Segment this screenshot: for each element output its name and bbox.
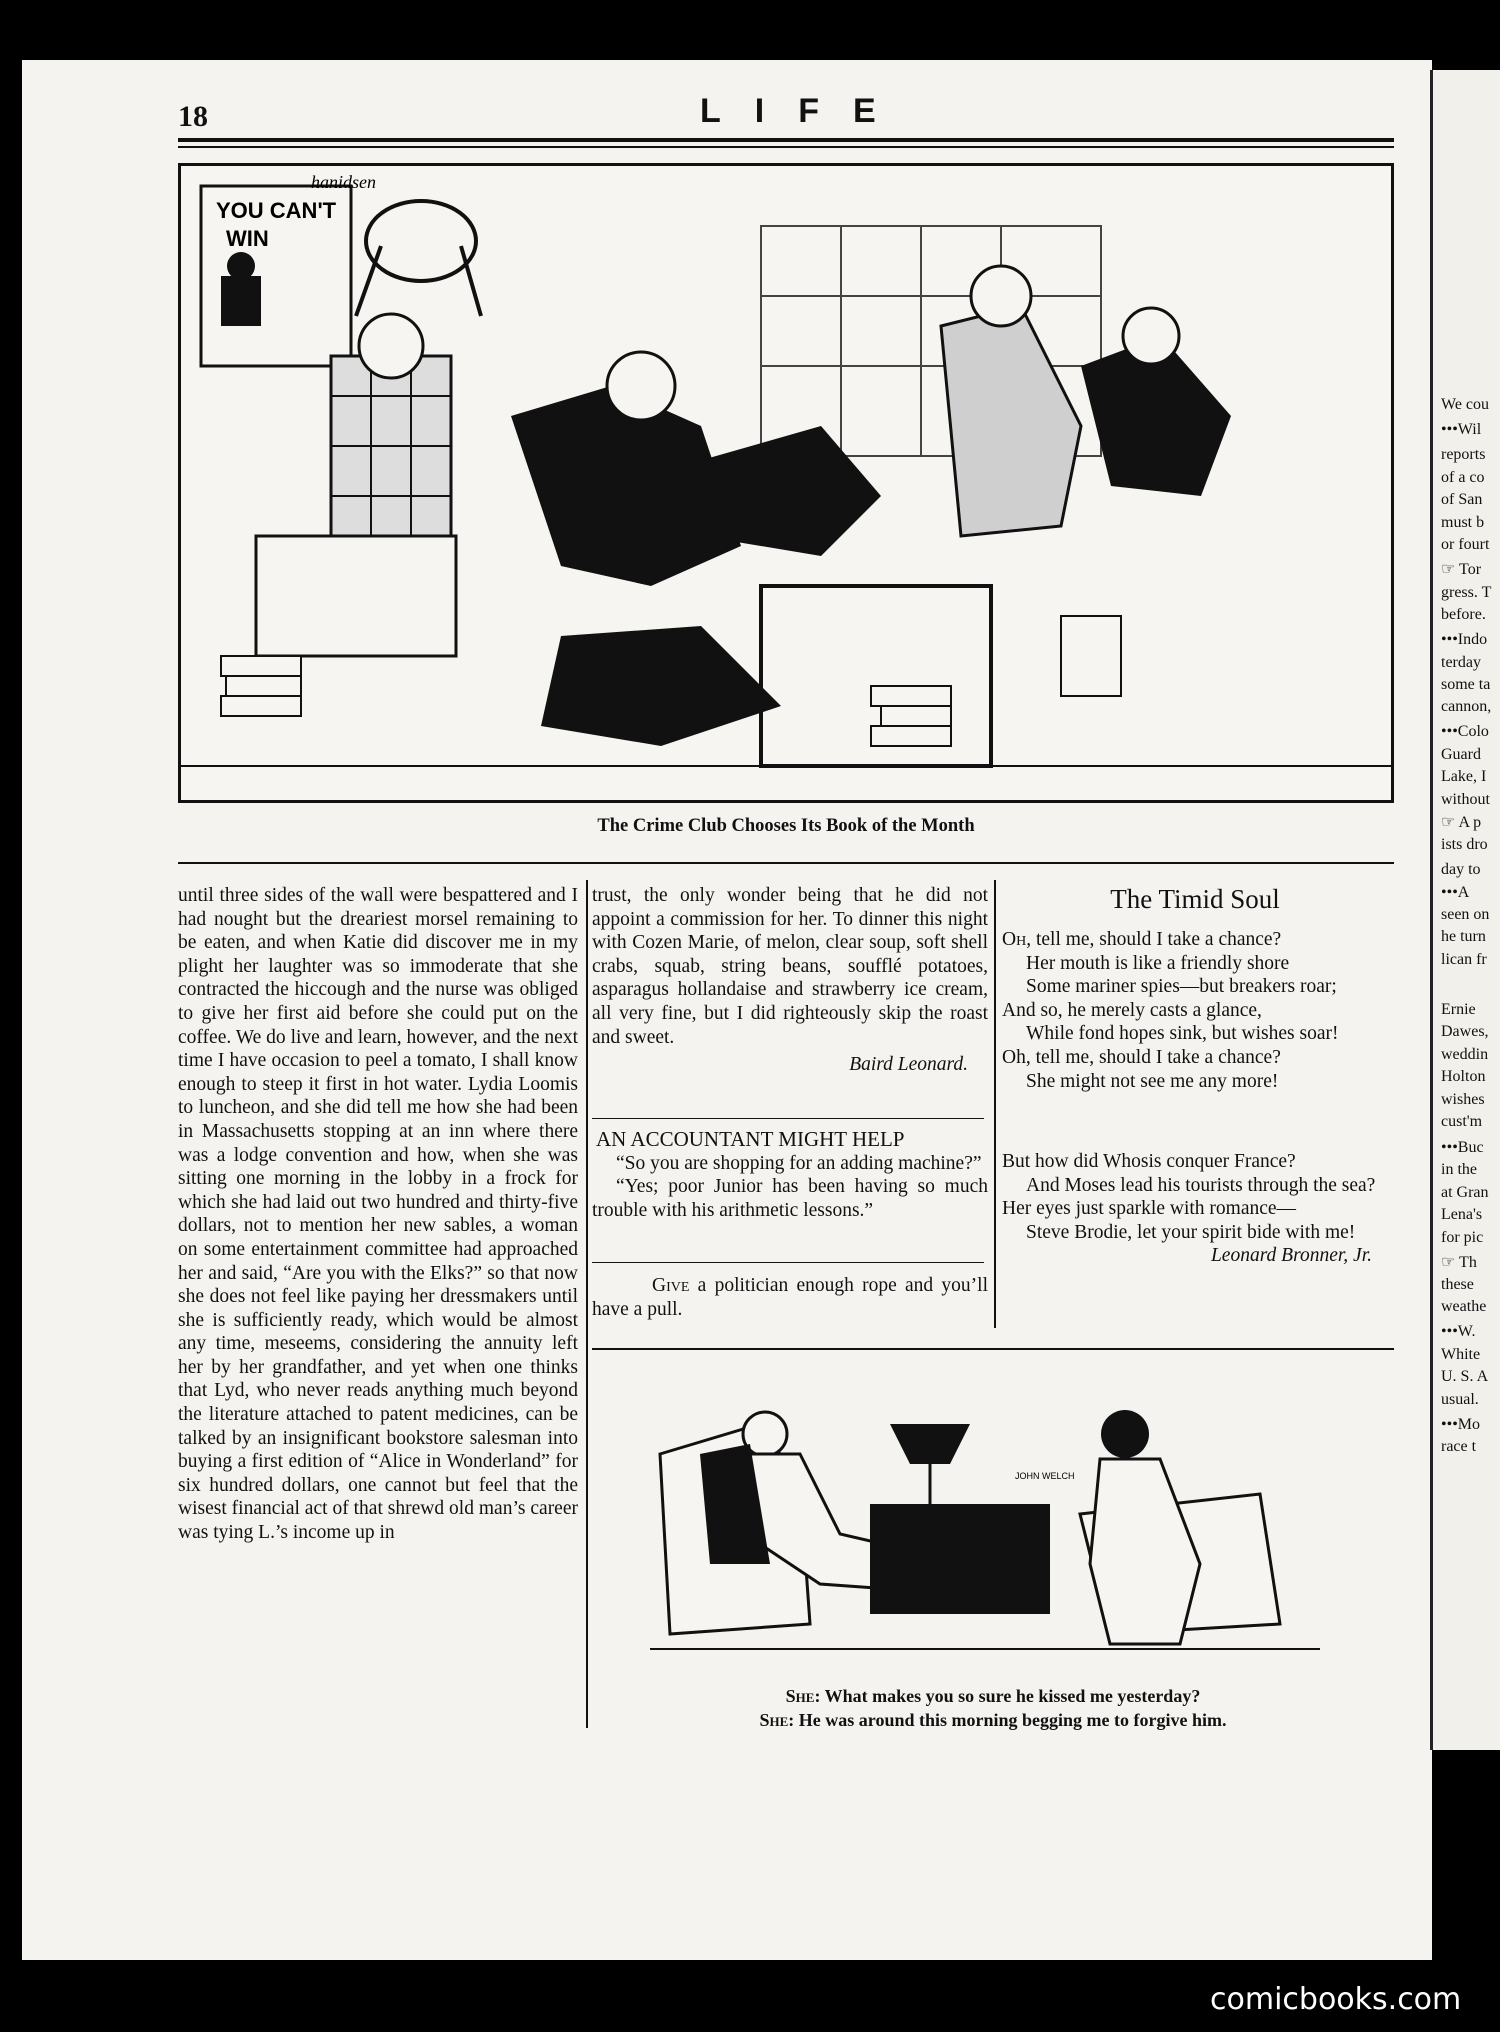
adjacent-page-edge (1430, 70, 1500, 1750)
joke-line-2: “Yes; poor Junior has been having so much trouble with his arithmetic lessons.” (592, 1176, 988, 1221)
next-page-fragment: weathe (1441, 1298, 1487, 1315)
next-page-fragment: ☞ Th (1441, 1254, 1477, 1271)
politician-quip (592, 1274, 988, 1321)
next-page-fragment: in the (1441, 1161, 1477, 1178)
cartoon-signature: hanidsen (311, 172, 376, 192)
bottom-cartoon-caption-2: She: He was around this morning begging me to forgive him. (759, 1710, 1227, 1730)
poem-line: Some mariner spies—but breakers roar; (1026, 976, 1337, 998)
header-rule (178, 138, 1394, 142)
next-page-fragment: usual. (1441, 1391, 1479, 1408)
section-rule (178, 862, 1394, 864)
next-page-fragment: •••Buc (1441, 1139, 1484, 1156)
next-page-fragment: of a co (1441, 469, 1485, 486)
poem-stanza-1 (1002, 928, 1392, 1093)
next-page-fragment: he turn (1441, 928, 1486, 945)
quip-text: a politician enough rope and you’ll have a pull. (592, 1275, 988, 1320)
poem-line: And Moses lead his tourists through the sea? (1026, 1174, 1376, 1196)
next-page-fragment: at Gran (1441, 1184, 1489, 1201)
next-page-fragment: for pic (1441, 1229, 1484, 1246)
column-2-rule-2 (592, 1262, 984, 1263)
top-cartoon-caption: The Crime Club Chooses Its Book of the Month (597, 816, 975, 836)
poem-signature: Leonard Bronner, Jr. (1210, 1245, 1372, 1267)
next-page-fragment: ☞ A p (1441, 814, 1482, 831)
magazine-title: LIFE (700, 92, 910, 130)
next-page-fragment: or fourt (1441, 536, 1490, 553)
next-page-fragment: ists dro (1441, 836, 1488, 853)
next-page-fragment: •••Mo (1441, 1416, 1481, 1433)
next-page-fragment: Lake, I (1441, 768, 1487, 785)
next-page-fragment: Guard (1441, 746, 1481, 763)
next-page-fragment: Holton (1441, 1068, 1486, 1085)
svg-text:WIN: WIN (226, 226, 269, 251)
poem-line: But how did Whosis conquer France? (1002, 1151, 1296, 1172)
next-page-fragment: cust'm (1441, 1113, 1483, 1130)
header-rule-thin (178, 146, 1394, 148)
next-page-fragment: weddin (1441, 1046, 1489, 1063)
poem-line: And so, he merely casts a glance, (1002, 999, 1262, 1021)
diary-column-2-text: trust, the only wonder being that he did not appoint a commission for her. To dinner this night with Cozen Marie, of melon, clear soup, soft shell crabs, squab, string beans, soufflé potatoes, asparagus hollandaise and strawberry ice cream, all very fine, but I did righteously skip the roast and sweet. (592, 885, 988, 1048)
bottom-cartoon-signature: JOHN WELCH (1015, 1471, 1075, 1481)
page-number: 18 (178, 100, 208, 133)
next-page-fragment: race t (1441, 1438, 1477, 1455)
next-page-fragment: ☞ Tor (1441, 561, 1482, 578)
poem-line: Oh, tell me, should I take a chance? (1002, 929, 1282, 950)
next-page-fragment: must b (1441, 514, 1485, 531)
next-page-fragment: We cou (1441, 396, 1490, 413)
section-rule-2 (592, 1348, 1394, 1350)
next-page-fragment: reports (1441, 446, 1486, 463)
joke-block (592, 1128, 988, 1222)
next-page-fragment: U. S. A (1441, 1368, 1489, 1385)
poem-line: Her mouth is like a friendly shore (1026, 952, 1290, 974)
next-page-fragment: cannon, (1441, 698, 1492, 715)
poem-stanza-2 (1002, 1150, 1392, 1268)
next-page-fragment: •••W. (1441, 1323, 1476, 1340)
poem-line: Steve Brodie, let your spirit bide with me! (1026, 1221, 1356, 1243)
next-page-fragment: Dawes, (1441, 1023, 1489, 1040)
next-page-fragment: Ernie (1441, 1001, 1476, 1018)
next-page-fragment: White (1441, 1346, 1481, 1363)
next-page-fragment: seen on (1441, 906, 1490, 923)
next-page-fragment: •••Colo (1441, 723, 1489, 740)
next-page-fragment: day to (1441, 861, 1481, 878)
diary-column-1: until three sides of the wall were bespattered and I had nought but the dreariest morsel remaining to be eaten, and when Katie did discover me in my plight her laughter was so immoderate that she contracted the hiccough and the nurse was obliged to give her first aid before she could put on the coffee. We do live and learn, however, and the next time I have occasion to peel a tomato, I shall know enough to steep it first in hot water. Lydia Loomis to luncheon, and she did tell me how she had been in Massachusetts stopping at an inn where there was a lodge convention and how, when she was sitting one morning in the lobby in a frock for which she had laid out two hundred and thirty-five dollars, not to mention her new sables, a woman on some entertainment committee had approached her and said, “Are you with the Elks?” so that now she does not feel like paying her dressmakers until she is sufficiently ready, which would be almost any time, meseems, considering the annuity left her by her grandfather, and yet when one thinks that Lyd, who never reads anything much beyond the literature attached to patent medicines, can be talked by an insignificant bookstore salesman into buying a first edition of “Alice in Wonderland” for six hundred dollars, one cannot but feel that the wisest financial act of that shrewd old man’s career was tying L.’s income up in (178, 885, 578, 1544)
next-page-fragment: some ta (1441, 676, 1491, 693)
poem-title: The Timid Soul (1110, 884, 1280, 914)
next-page-fragment: Lena's (1441, 1206, 1483, 1223)
poem-line: Oh, tell me, should I take a chance? (1002, 1046, 1281, 1068)
next-page-fragment: gress. T (1441, 584, 1492, 601)
next-page-fragment: wishes (1441, 1091, 1485, 1108)
diary-column-2 (592, 884, 988, 1077)
next-page-fragment: of San (1441, 491, 1483, 508)
diary-signature: Baird Leonard. (849, 1054, 968, 1076)
next-page-fragment: •••Indo (1441, 631, 1488, 648)
column-rule-2 (994, 880, 996, 1328)
poster-text: YOU CAN'T (216, 198, 337, 223)
poem-line: Her eyes just sparkle with romance— (1002, 1198, 1297, 1220)
next-page-fragment: •••A (1441, 884, 1470, 901)
next-page-fragment: without (1441, 791, 1490, 808)
joke-line-1: “So you are shopping for an adding machine?” (616, 1152, 982, 1174)
next-page-fragment: lican fr (1441, 951, 1487, 968)
poem-line: While fond hopes sink, but wishes soar! (1026, 1023, 1339, 1045)
next-page-fragment: •••Wil (1441, 421, 1482, 438)
crime-club-illustration (181, 166, 1391, 800)
next-page-fragment: terday (1441, 654, 1481, 671)
crime-club-cartoon (178, 163, 1394, 803)
joke-title: AN ACCOUNTANT MIGHT HELP (596, 1127, 905, 1151)
two-women-cartoon (640, 1364, 1330, 1664)
watermark: comicbooks.com (1210, 1982, 1462, 2017)
quip-lead-word: Give (652, 1275, 690, 1296)
poem-line: She might not see me any more! (1026, 1070, 1279, 1092)
bottom-cartoon-caption-1: She: What makes you so sure he kissed me yesterday? (785, 1686, 1201, 1706)
column-rule-1 (586, 880, 588, 1728)
column-2-rule-1 (592, 1118, 984, 1119)
next-page-fragment: before. (1441, 606, 1486, 623)
next-page-fragment: these (1441, 1276, 1474, 1293)
